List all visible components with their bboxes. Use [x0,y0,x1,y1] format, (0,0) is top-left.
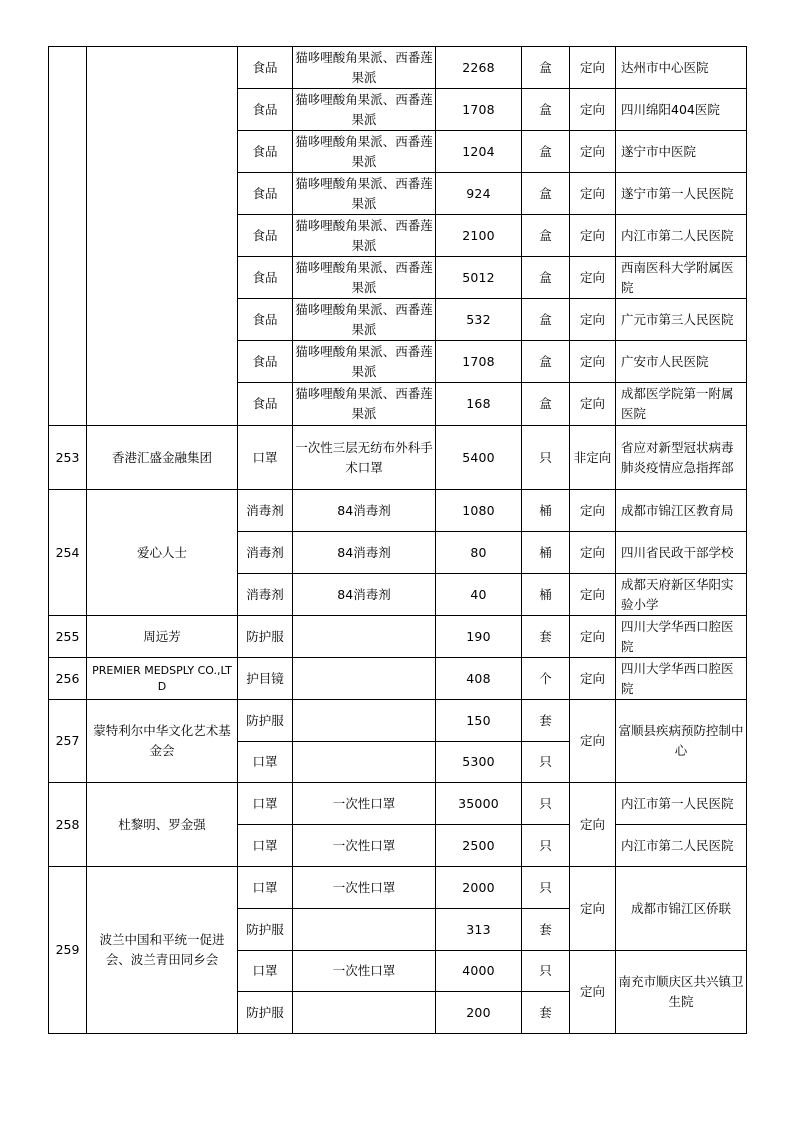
quantity-cell: 313 [436,909,522,951]
category-cell: 食品 [238,47,293,89]
unit-cell: 套 [522,992,570,1034]
category-cell: 食品 [238,173,293,215]
category-cell: 消毒剂 [238,490,293,532]
donor-name [87,47,238,426]
category-cell: 防护服 [238,700,293,742]
item-cell: 猫哆哩酸角果派、西番莲果派 [293,383,436,426]
category-cell: 食品 [238,131,293,173]
recipient-cell: 四川大学华西口腔医院 [616,658,747,700]
row-number: 259 [49,867,87,1034]
unit-cell: 套 [522,700,570,742]
mode-cell: 定向 [570,700,616,783]
row-number: 254 [49,490,87,616]
item-cell: 猫哆哩酸角果派、西番莲果派 [293,257,436,299]
recipient-cell: 达州市中心医院 [616,47,747,89]
category-cell: 消毒剂 [238,532,293,574]
quantity-cell: 40 [436,574,522,616]
donor-name: 波兰中国和平统一促进会、波兰青田同乡会 [87,867,238,1034]
table-row [49,867,747,909]
item-cell [293,742,436,783]
item-cell: 84消毒剂 [293,574,436,616]
unit-cell: 只 [522,951,570,992]
table-row [49,426,747,490]
recipient-cell: 成都医学院第一附属医院 [616,383,747,426]
quantity-cell: 2268 [436,47,522,89]
recipient-cell: 四川大学华西口腔医院 [616,616,747,658]
item-cell: 猫哆哩酸角果派、西番莲果派 [293,131,436,173]
quantity-cell: 5300 [436,742,522,783]
mode-cell: 非定向 [570,426,616,490]
row-number: 257 [49,700,87,783]
quantity-cell: 80 [436,532,522,574]
unit-cell: 盒 [522,89,570,131]
quantity-cell: 1204 [436,131,522,173]
unit-cell: 盒 [522,383,570,426]
recipient-cell: 成都市锦江区侨联 [616,867,747,951]
mode-cell: 定向 [570,215,616,257]
unit-cell: 只 [522,426,570,490]
donor-name: 周远芳 [87,616,238,658]
mode-cell: 定向 [570,383,616,426]
category-cell: 防护服 [238,616,293,658]
recipient-cell: 广元市第三人民医院 [616,299,747,341]
recipient-cell: 富顺县疾病预防控制中心 [616,700,747,783]
mode-cell: 定向 [570,783,616,867]
mode-cell: 定向 [570,867,616,951]
row-number: 256 [49,658,87,700]
recipient-cell: 成都天府新区华阳实验小学 [616,574,747,616]
recipient-cell: 内江市第一人民医院 [616,783,747,825]
quantity-cell: 532 [436,299,522,341]
category-cell: 消毒剂 [238,574,293,616]
recipient-cell: 遂宁市第一人民医院 [616,173,747,215]
mode-cell: 定向 [570,299,616,341]
recipient-cell: 广安市人民医院 [616,341,747,383]
category-cell: 口罩 [238,951,293,992]
item-cell [293,992,436,1034]
category-cell: 口罩 [238,867,293,909]
recipient-cell: 遂宁市中医院 [616,131,747,173]
item-cell: 猫哆哩酸角果派、西番莲果派 [293,341,436,383]
row-number: 258 [49,783,87,867]
quantity-cell: 190 [436,616,522,658]
mode-cell: 定向 [570,574,616,616]
item-cell: 猫哆哩酸角果派、西番莲果派 [293,299,436,341]
item-cell: 猫哆哩酸角果派、西番莲果派 [293,215,436,257]
category-cell: 食品 [238,257,293,299]
donor-name: 蒙特利尔中华文化艺术基金会 [87,700,238,783]
category-cell: 食品 [238,341,293,383]
category-cell: 口罩 [238,742,293,783]
quantity-cell: 1080 [436,490,522,532]
unit-cell: 只 [522,867,570,909]
unit-cell: 套 [522,909,570,951]
item-cell: 猫哆哩酸角果派、西番莲果派 [293,47,436,89]
mode-cell: 定向 [570,490,616,532]
unit-cell: 盒 [522,341,570,383]
row-number: 253 [49,426,87,490]
table-row [49,47,747,89]
category-cell: 防护服 [238,909,293,951]
quantity-cell: 1708 [436,89,522,131]
mode-cell: 定向 [570,616,616,658]
unit-cell: 套 [522,616,570,658]
recipient-cell: 成都市锦江区教育局 [616,490,747,532]
recipient-cell: 省应对新型冠状病毒肺炎疫情应急指挥部 [616,426,747,490]
table-row [49,490,747,532]
recipient-cell: 内江市第二人民医院 [616,825,747,867]
item-cell: 猫哆哩酸角果派、西番莲果派 [293,173,436,215]
unit-cell: 个 [522,658,570,700]
category-cell: 食品 [238,299,293,341]
unit-cell: 盒 [522,299,570,341]
item-cell [293,616,436,658]
item-cell: 84消毒剂 [293,490,436,532]
category-cell: 护目镜 [238,658,293,700]
row-number: 255 [49,616,87,658]
unit-cell: 桶 [522,574,570,616]
unit-cell: 盒 [522,131,570,173]
item-cell: 一次性口罩 [293,951,436,992]
quantity-cell: 150 [436,700,522,742]
quantity-cell: 5400 [436,426,522,490]
quantity-cell: 1708 [436,341,522,383]
item-cell: 84消毒剂 [293,532,436,574]
table-row [49,658,747,700]
unit-cell: 桶 [522,490,570,532]
mode-cell: 定向 [570,47,616,89]
category-cell: 防护服 [238,992,293,1034]
quantity-cell: 35000 [436,783,522,825]
table-row [49,616,747,658]
mode-cell: 定向 [570,131,616,173]
mode-cell: 定向 [570,658,616,700]
mode-cell: 定向 [570,257,616,299]
unit-cell: 盒 [522,47,570,89]
mode-cell: 定向 [570,341,616,383]
item-cell [293,909,436,951]
table-row [49,700,747,742]
category-cell: 口罩 [238,825,293,867]
recipient-cell: 西南医科大学附属医院 [616,257,747,299]
unit-cell: 盒 [522,257,570,299]
mode-cell: 定向 [570,173,616,215]
donor-name: 爱心人士 [87,490,238,616]
item-cell: 猫哆哩酸角果派、西番莲果派 [293,89,436,131]
donation-table [48,46,747,1034]
mode-cell: 定向 [570,951,616,1034]
category-cell: 口罩 [238,426,293,490]
category-cell: 口罩 [238,783,293,825]
table-row [49,783,747,825]
quantity-cell: 2100 [436,215,522,257]
item-cell: 一次性口罩 [293,867,436,909]
unit-cell: 盒 [522,215,570,257]
quantity-cell: 2000 [436,867,522,909]
row-number [49,47,87,426]
quantity-cell: 168 [436,383,522,426]
unit-cell: 只 [522,825,570,867]
unit-cell: 盒 [522,173,570,215]
unit-cell: 只 [522,783,570,825]
donor-name: PREMIER MEDSPLY CO.,LTD [87,658,238,700]
recipient-cell: 南充市顺庆区共兴镇卫生院 [616,951,747,1034]
item-cell: 一次性三层无纺布外科手术口罩 [293,426,436,490]
quantity-cell: 408 [436,658,522,700]
category-cell: 食品 [238,89,293,131]
unit-cell: 桶 [522,532,570,574]
mode-cell: 定向 [570,532,616,574]
mode-cell: 定向 [570,89,616,131]
quantity-cell: 924 [436,173,522,215]
item-cell [293,658,436,700]
recipient-cell: 内江市第二人民医院 [616,215,747,257]
donor-name: 杜黎明、罗金强 [87,783,238,867]
quantity-cell: 4000 [436,951,522,992]
recipient-cell: 四川省民政干部学校 [616,532,747,574]
recipient-cell: 四川绵阳404医院 [616,89,747,131]
category-cell: 食品 [238,383,293,426]
quantity-cell: 200 [436,992,522,1034]
item-cell: 一次性口罩 [293,783,436,825]
donor-name: 香港汇盛金融集团 [87,426,238,490]
item-cell: 一次性口罩 [293,825,436,867]
quantity-cell: 2500 [436,825,522,867]
unit-cell: 只 [522,742,570,783]
category-cell: 食品 [238,215,293,257]
quantity-cell: 5012 [436,257,522,299]
item-cell [293,700,436,742]
